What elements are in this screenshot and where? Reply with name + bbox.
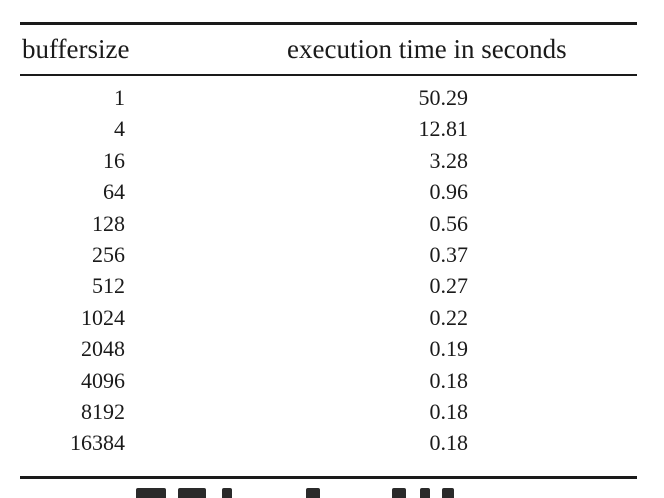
table-row — [0, 365, 664, 396]
table-bottom-rule — [20, 476, 637, 479]
buffersize-cell: 16 — [103, 147, 125, 173]
caption-fragment — [222, 488, 232, 498]
execution-time-cell: 3.28 — [429, 147, 468, 173]
table-header-rule — [20, 74, 637, 76]
buffersize-cell: 2048 — [81, 336, 125, 362]
execution-time-cell: 0.18 — [429, 398, 468, 424]
execution-time-cell: 0.56 — [429, 210, 468, 236]
cut-off-caption — [0, 484, 664, 498]
buffersize-cell: 256 — [92, 241, 125, 267]
execution-time-cell: 0.19 — [429, 336, 468, 362]
execution-time-cell: 0.27 — [429, 273, 468, 299]
table-row — [0, 333, 664, 364]
execution-time-cell: 0.96 — [429, 179, 468, 205]
table-row — [0, 113, 664, 144]
execution-time-cell: 0.18 — [429, 367, 468, 393]
buffersize-cell: 16384 — [70, 430, 125, 456]
buffersize-cell: 4 — [114, 116, 125, 142]
execution-time-cell: 0.22 — [429, 304, 468, 330]
buffersize-cell: 64 — [103, 179, 125, 205]
buffersize-cell: 1024 — [81, 304, 125, 330]
column-header-execution-time: execution time in seconds — [287, 34, 567, 64]
table-row — [0, 239, 664, 270]
caption-fragment — [178, 488, 206, 498]
buffersize-cell: 128 — [92, 210, 125, 236]
caption-fragment — [306, 488, 320, 498]
caption-fragment — [442, 488, 454, 498]
column-header-buffersize: buffersize — [22, 34, 130, 64]
table-row — [0, 145, 664, 176]
table-body — [0, 82, 664, 459]
table-row — [0, 208, 664, 239]
caption-fragment — [420, 488, 430, 498]
buffersize-cell: 4096 — [81, 367, 125, 393]
buffersize-cell: 512 — [92, 273, 125, 299]
execution-time-cell: 12.81 — [418, 116, 468, 142]
buffersize-cell: 1 — [114, 85, 125, 110]
execution-time-cell: 50.29 — [418, 85, 468, 110]
caption-fragment — [392, 488, 406, 498]
table-row — [0, 82, 664, 113]
caption-fragment — [136, 488, 166, 498]
table-row — [0, 270, 664, 301]
execution-time-cell: 0.37 — [429, 241, 468, 267]
table-row — [0, 427, 664, 458]
table-row — [0, 396, 664, 427]
table-row — [0, 302, 664, 333]
execution-time-cell: 0.18 — [429, 430, 468, 456]
buffersize-cell: 8192 — [81, 398, 125, 424]
table-row — [0, 176, 664, 207]
